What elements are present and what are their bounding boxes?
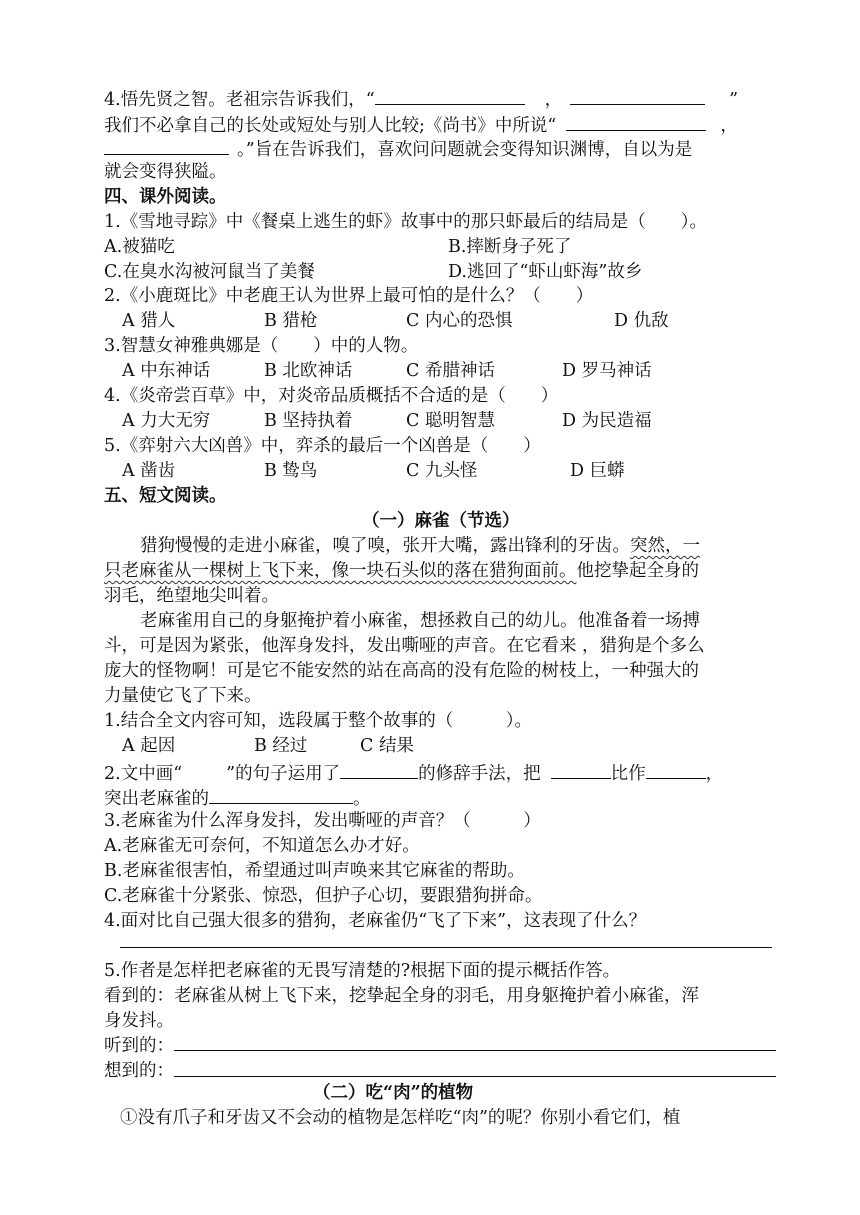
text: 突出老麻雀的 — [104, 789, 209, 809]
options-row — [104, 358, 776, 384]
options-row — [104, 234, 776, 260]
passage-line: 老麻雀用自己的身躯掩护着小麻雀，想拯救自己的幼儿。他准备着一场搏 — [140, 611, 700, 631]
text: ， — [705, 764, 724, 784]
text: 他挖挚起全身的 — [576, 561, 699, 581]
p3-q4-line2 — [104, 110, 738, 136]
label: 想到的： — [104, 1061, 174, 1081]
option[interactable]: D 仇敌 — [614, 311, 669, 331]
passage-line: 斗，可是因为紧张，他浑身发抖，发出嘶哑的声音。在它看来 ，猎狗是个多么 — [104, 636, 705, 656]
option[interactable]: B 北欧神话 — [264, 361, 353, 381]
answer-blank[interactable] — [551, 758, 611, 779]
option[interactable]: D 为民造福 — [562, 411, 652, 431]
option[interactable]: D 罗马神话 — [562, 361, 652, 381]
option[interactable]: A 猎人 — [122, 311, 176, 331]
options-row — [104, 458, 776, 484]
text-line: 看到的：老麻雀从树上飞下来，挖挚起全身的羽毛，用身躯掩护着小麻雀，浑 — [104, 986, 699, 1006]
section-heading: 四、课外阅读。 — [104, 187, 227, 207]
passage-title: （一）麻雀（节选） — [362, 511, 520, 531]
passage-line — [140, 533, 700, 559]
option[interactable]: B.摔断身子死了 — [448, 237, 572, 257]
text-line: 就会变得狭隘。 — [104, 162, 227, 182]
text: ” — [729, 90, 739, 110]
label: 听到的： — [104, 1036, 174, 1056]
question-stem: 3.智慧女神雅典娜是（ ）中的人物。 — [104, 336, 419, 356]
question-stem: 4.面对比自己强大很多的猎狗，老麻雀仍“飞了下来”，这表现了什么？ — [104, 911, 647, 931]
option[interactable]: B 猎枪 — [264, 311, 318, 331]
answer-blank[interactable] — [104, 134, 229, 155]
section-heading: 五、短文阅读。 — [104, 486, 227, 506]
answer-blank[interactable] — [646, 758, 706, 779]
answer-line[interactable] — [174, 1076, 776, 1077]
option[interactable]: C 内心的恐惧 — [406, 311, 513, 331]
question-stem: 2.《小鹿斑比》中老鹿王认为世界上最可怕的是什么？（ ） — [104, 286, 594, 306]
question-stem: 1.结合全文内容可知，选段属于整个故事的（ ）。 — [104, 711, 532, 731]
passage-line: 力量使它飞了下来。 — [104, 686, 262, 706]
answer-line[interactable] — [120, 947, 772, 948]
text-line: 身发抖。 — [104, 1011, 174, 1031]
option[interactable]: C.在臭水沟被河鼠当了美餐 — [104, 262, 315, 282]
option[interactable]: D 巨蟒 — [570, 461, 625, 481]
option[interactable]: C 结果 — [360, 736, 414, 756]
passage-line: ①没有爪子和牙齿又不会动的植物是怎样吃“肉”的呢？你别小看它们，植 — [120, 1108, 681, 1128]
passage-line: 羽毛，绝望地尖叫着。 — [104, 586, 279, 606]
text: 我们不必拿自己的长处或短处与别人比较;《尚书》中所说“ — [104, 116, 557, 136]
text: ， — [544, 90, 563, 110]
question-line — [104, 783, 371, 809]
options-row — [104, 308, 776, 334]
text: 4.悟先贤之智。老祖宗告诉我们，“ — [104, 90, 375, 110]
answer-blank[interactable] — [570, 84, 705, 105]
option[interactable]: B 经过 — [254, 736, 308, 756]
question-stem: 4.《炎帝尝百草》中，对炎帝品质概括不合适的是（ ） — [104, 386, 559, 406]
options-row — [104, 408, 776, 434]
question-stem — [104, 758, 723, 784]
question-stem: 1.《雪地寻踪》中《餐桌上逃生的虾》故事中的那只虾最后的结局是（ ）。 — [104, 212, 707, 232]
answer-blank[interactable] — [375, 84, 525, 105]
p3-q4-line1 — [104, 84, 738, 110]
text: 猎狗慢慢的走进小麻雀，嗅了嗅，张开大嘴，露出锋利的牙齿。 — [140, 536, 630, 556]
option[interactable]: A 凿齿 — [122, 461, 176, 481]
option[interactable]: B 坚持执着 — [264, 411, 353, 431]
option[interactable]: A 力大无穷 — [122, 411, 211, 431]
text: ， — [720, 116, 738, 136]
options-row — [104, 733, 776, 759]
text: 的修辞手法，把 — [418, 764, 541, 784]
passage-line — [104, 558, 699, 584]
option[interactable]: C 聪明智慧 — [406, 411, 495, 431]
passage-title: （二）吃“肉”的植物 — [313, 1083, 474, 1103]
option[interactable]: A.被猫吃 — [104, 237, 175, 257]
option[interactable]: A.老麻雀无可奈何，不知道怎么办才好。 — [104, 836, 420, 856]
question-stem: 3.老麻雀为什么浑身发抖，发出嘶哑的声音？（ ） — [104, 811, 541, 831]
option[interactable]: B.老麻雀很害怕，希望通过叫声唤来其它麻雀的帮助。 — [104, 861, 525, 881]
options-row — [104, 259, 776, 285]
option[interactable]: A 中东神话 — [122, 361, 211, 381]
option[interactable]: A 起因 — [122, 736, 176, 756]
option[interactable]: B 鸷鸟 — [264, 461, 318, 481]
question-stem: 5.作者是怎样把老麻雀的无畏写清楚的?根据下面的提示概括作答。 — [104, 961, 621, 981]
answer-line[interactable] — [174, 1050, 776, 1051]
text: 。”旨在告诉我们，喜欢问问题就会变得知识渊博，自以为是 — [237, 140, 693, 160]
marked-sentence: 突然，一 — [630, 536, 700, 556]
p3-q4-line3 — [104, 134, 692, 160]
option[interactable]: C 希腊神话 — [406, 361, 495, 381]
text: 。 — [353, 789, 371, 809]
question-stem: 5.《弈射六大凶兽》中，弈杀的最后一个凶兽是（ ） — [104, 436, 541, 456]
option[interactable]: C.老麻雀十分紧张、惊恐，但护子心切，要跟猎狗拼命。 — [104, 886, 543, 906]
text: ”的句子运用了 — [226, 764, 341, 784]
option[interactable]: C 九头怪 — [406, 461, 478, 481]
answer-blank[interactable] — [566, 110, 706, 131]
text: 2.文中画“ — [104, 764, 183, 784]
marked-sentence: 只老麻雀从一棵树上飞下来，像一块石头似的落在猎狗面前。 — [104, 561, 577, 581]
passage-line: 庞大的怪物啊！可是它不能安然的站在高高的没有危险的树枝上，一种强大的 — [104, 661, 699, 681]
option[interactable]: D.逃回了“虾山虾海”故乡 — [448, 262, 643, 282]
answer-blank[interactable] — [209, 783, 353, 804]
text: 比作 — [610, 764, 646, 784]
answer-blank[interactable] — [340, 758, 418, 779]
